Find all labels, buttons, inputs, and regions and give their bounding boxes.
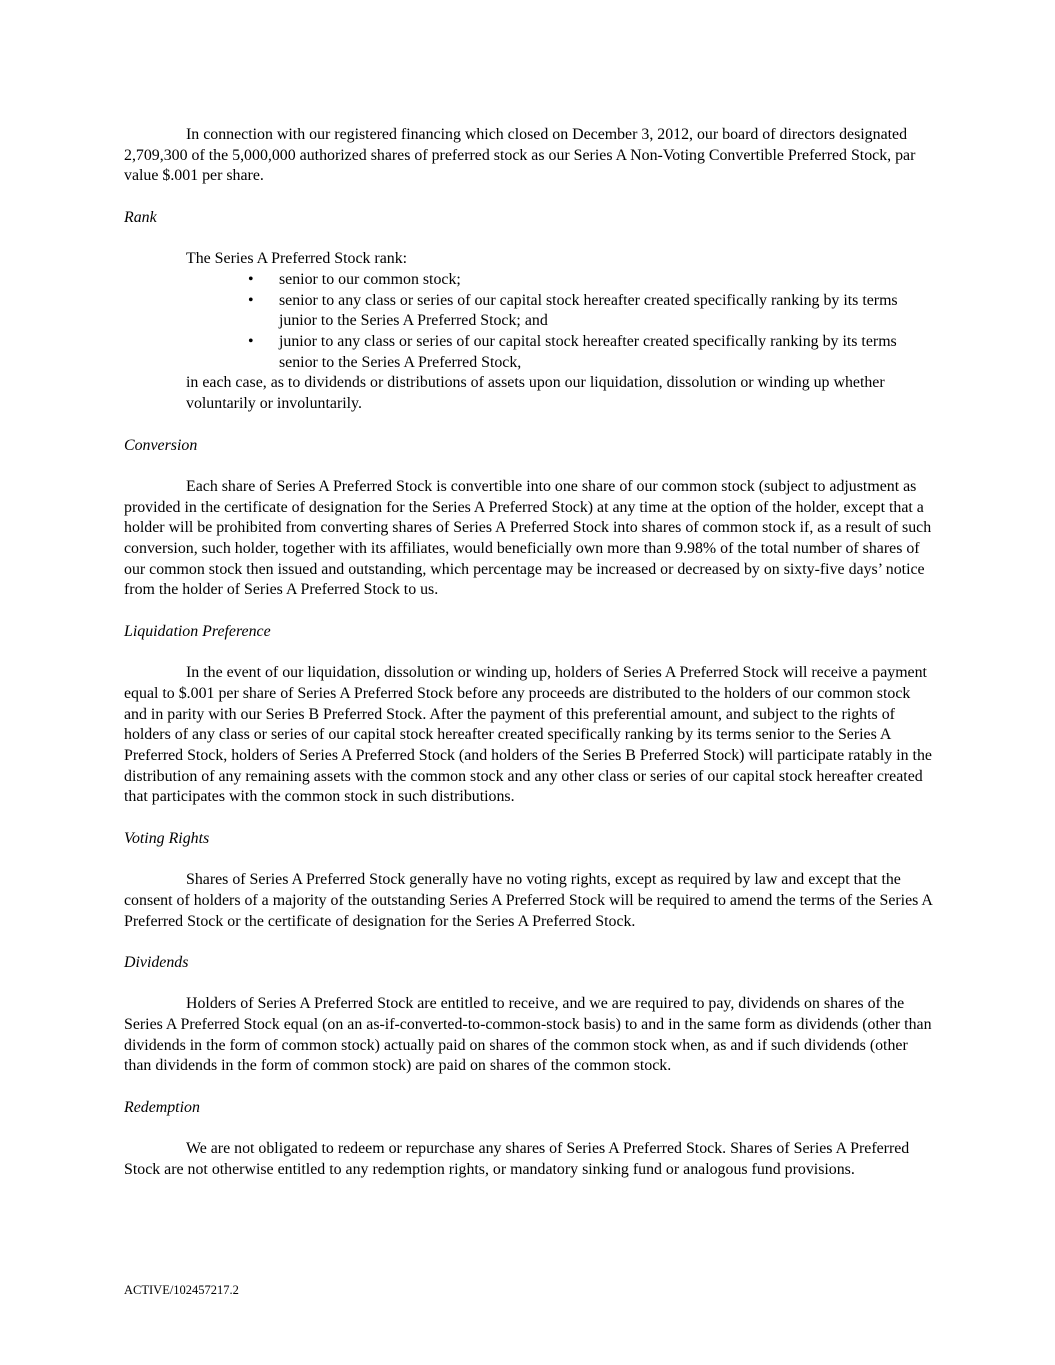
redemption-heading: Redemption: [124, 1098, 200, 1116]
redemption-paragraph: We are not obligated to redeem or repurchase any shares of Series A Preferred Stock. Shares of Series A Preferred Stock are not otherwise entitled to any redemption rights, or mandatory sinking fund or analogous fund provisions.: [124, 1140, 910, 1178]
dividends-heading: Dividends: [124, 953, 189, 971]
intro-paragraph: In connection with our registered financing which closed on December 3, 2012, our board of directors designated 2,709,300 of the 5,000,000 authorized shares of preferred stock as our Series A Non-Voting Convertible Preferred Stock, par value $.001 per share.: [124, 126, 916, 185]
voting-heading: Voting Rights: [124, 829, 210, 847]
conversion-heading: Conversion: [124, 436, 198, 454]
rank-heading: Rank: [124, 208, 157, 226]
list-item: • senior to our common stock;: [217, 270, 934, 291]
rank-closing: in each case, as to dividends or distributions of assets upon our liquidation, dissolution or winding up whether voluntarily or involuntarily.: [186, 374, 885, 413]
list-item: • senior to any class or series of our capital stock hereafter created specifically ranking by its terms junior to the Series A Preferred Stock; and: [217, 291, 934, 332]
rank-lead: The Series A Preferred Stock rank:: [186, 250, 408, 268]
document-page: [124, 125, 934, 1181]
dividends-paragraph: Holders of Series A Preferred Stock are entitled to receive, and we are required to pay, dividends on shares of the Series A Preferred Stock equal (on an as-if-converted-to-common-stock basis) to and in the same form as dividends (other than dividends in the form of common stock) actually paid on shares of the common stock when, as and if such dividends (other than dividends in the form of common stock) are paid on shares of the common stock.: [124, 995, 932, 1075]
voting-paragraph: Shares of Series A Preferred Stock generally have no voting rights, except as required by law and except that the consent of holders of a majority of the outstanding Series A Preferred Stock will be required to amend the terms of the Series A Preferred Stock or the certificate of designation for the Series A Preferred Stock.: [124, 871, 933, 930]
rank-list: [124, 270, 934, 374]
list-item: • junior to any class or series of our capital stock hereafter created specifically ranking by its terms senior to the Series A Preferred Stock,: [217, 332, 934, 373]
liquidation-heading: Liquidation Preference: [124, 622, 271, 640]
liquidation-paragraph: In the event of our liquidation, dissolution or winding up, holders of Series A Preferred Stock will receive a payment equal to $.001 per share of Series A Preferred Stock before any proceeds are distributed to the holders of our common stock and in parity with our Series B Preferred Stock. After the payment of this preferential amount, and subject to the rights of holders of any class or series of our capital stock hereafter created specifically ranking by its terms senior to the Series A Preferred Stock, holders of Series A Preferred Stock (and holders of the Series B Preferred Stock) will participate ratably in the distribution of any remaining assets with the common stock and any other class or series of our capital stock hereafter created that participates with the common stock in such distributions.: [124, 664, 932, 806]
document-footer-id: ACTIVE/102457217.2: [124, 1283, 239, 1297]
conversion-paragraph: Each share of Series A Preferred Stock is convertible into one share of our common stock (subject to adjustment as provided in the certificate of designation for the Series A Preferred Stock) at any time at the option of the holder, except that a holder will be prohibited from converting shares of Series A Preferred Stock into shares of common stock if, as a result of such conversion, such holder, together with its affiliates, would beneficially own more than 9.98% of the total number of shares of our common stock then issued and outstanding, which percentage may be increased or decreased by on sixty-five days’ notice from the holder of Series A Preferred Stock to us.: [124, 477, 932, 599]
